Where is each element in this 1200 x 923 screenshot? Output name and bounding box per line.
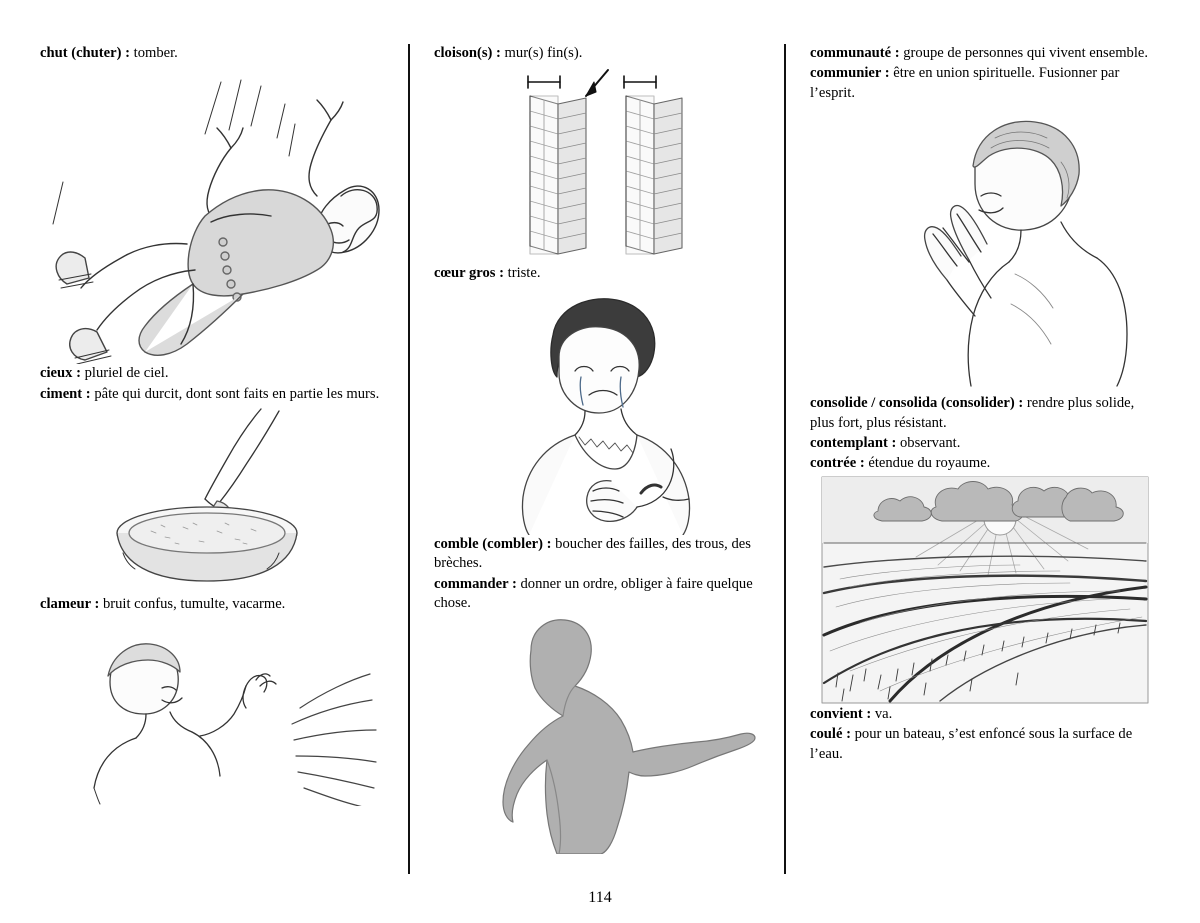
entry-definition: tomber. [133,45,178,61]
entry-term: clameur : [40,596,100,613]
entry-definition: va. [874,705,893,722]
entry-definition: rendre plus solide, plus fort, plus résistant. [810,395,1135,431]
entry-ciment [40,385,390,404]
entry-definition: bruit confus, tumulte, vacarme. [102,596,286,613]
entry-commander [434,575,766,614]
entry-comble [434,535,766,574]
entry-communaute [810,44,1160,63]
entry-coeur-gros [434,264,766,283]
entry-term: communauté : [810,45,900,61]
entry-clameur [40,595,390,614]
entry-definition: pour un bateau, s’est enfoncé sous la surface de l’eau. [810,726,1133,762]
column-2 [408,44,784,874]
entry-term: comble (combler) : [434,535,552,552]
countryside-landscape-illustration [810,475,1160,705]
entry-cieux [40,364,390,383]
entry-term: ciment : [40,385,91,402]
entry-cloison [434,44,766,63]
entry-definition: donner un ordre, obliger à faire quelque chose. [434,575,753,612]
falling-woman-illustration [40,64,390,364]
column-3 [784,44,1160,874]
entry-coule [810,725,1160,764]
pointing-silhouette-illustration [434,614,766,854]
entry-chut [40,44,390,63]
entry-definition: observant. [900,435,961,452]
entry-definition: groupe de personnes qui vivent ensemble. [903,45,1149,61]
shouting-man-illustration [40,616,390,806]
entry-convient [810,705,1160,724]
entry-term: coulé : [810,726,851,743]
entry-definition: étendue du royaume. [868,455,991,472]
entry-term: contemplant : [810,435,897,452]
sad-boy-illustration [434,285,766,535]
page-number: 114 [588,889,612,906]
entry-term: cloison(s) : [434,45,501,61]
entry-consolide [810,394,1160,433]
page-columns [40,44,1160,874]
praying-man-illustration [810,104,1160,394]
brick-walls-illustration [434,64,766,264]
cement-bowl-illustration [40,405,390,595]
entry-contemplant [810,434,1160,453]
entry-definition: triste. [507,265,541,282]
entry-term: cieux : [40,365,81,382]
entry-term: communier : [810,65,890,82]
entry-communier [810,64,1160,103]
entry-definition: être en union spirituelle. Fusionner par l’esprit. [810,65,1120,101]
entry-definition: pluriel de ciel. [84,365,169,382]
entry-definition: mur(s) fin(s). [504,45,583,61]
entry-term: contrée : [810,455,865,472]
entry-term: consolide / consolida (consolider) : [810,395,1024,412]
entry-contree [810,454,1160,473]
entry-definition: pâte qui durcit, dont sont faits en partie les murs. [94,385,380,402]
entry-definition: boucher des failles, des trous, des brèches. [434,535,751,572]
entry-term: commander : [434,575,517,592]
column-1 [40,44,408,874]
entry-term: cœur gros : [434,265,504,282]
entry-term: convient : [810,705,872,722]
entry-term: chut (chuter) : [40,45,130,61]
